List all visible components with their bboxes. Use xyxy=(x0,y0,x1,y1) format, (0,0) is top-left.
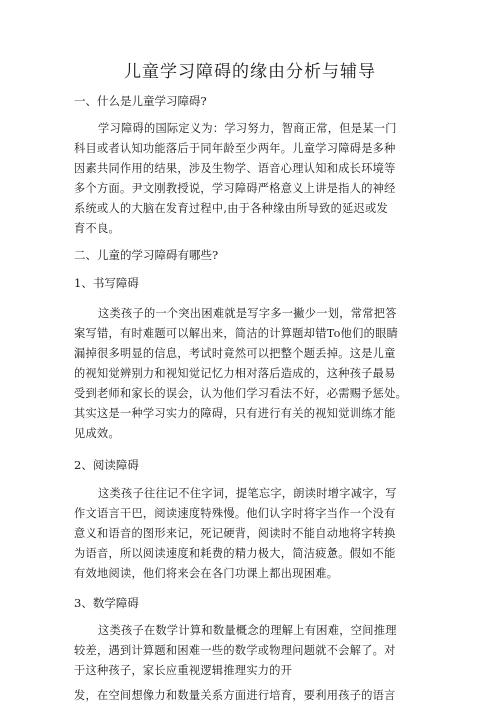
paragraph-line: 漏掉很多明显的信息，考试时竟然可以把整个题丢掉。这是儿童 xyxy=(74,347,396,360)
paragraph-line: 因素共同作用的结果，涉及生物学、语音心理认知和成长环境等 xyxy=(74,162,396,175)
paragraph-line: 的视知觉辨别力和视知觉记忆力相对落后造成的，这种孩子最易 xyxy=(74,367,396,380)
paragraph-line: 于这种孩子，家长应重视逻辑推理实力的开 xyxy=(74,664,293,677)
paragraph-line: 作文语言干巴，阅读速度特殊慢。他们认字时将字当作一个没有 xyxy=(74,507,396,520)
paragraph-line: 有效地阅读，他们将来会在各门功课上都出现困难。 xyxy=(74,567,339,580)
subsection-heading: 3、数学障碍 xyxy=(74,596,139,610)
section-heading: 二、儿童的学习障碍有哪些? xyxy=(74,248,219,262)
paragraph-line: 案写错，有时难题可以解出来，简洁的计算题却错To他们的眼睛 xyxy=(74,327,399,340)
paragraph-line: 意义和语音的图形来记，死记硬背，阅读时不能自动地将字转换 xyxy=(74,527,396,540)
paragraph-line: 为语音，所以阅读速度和耗费的精力极大，简洁疲惫。假如不能 xyxy=(74,547,396,560)
page-title: 儿童学习障碍的缘由分析与辅导 xyxy=(124,62,376,82)
paragraph-line: 这类孩子往往记不住字词，提笔忘字，朗读时增字减字，写 xyxy=(98,487,397,500)
paragraph-line: 多个方面。尹文刚教授说，学习障碍严格意义上讲是指人的神经 xyxy=(74,182,396,195)
paragraph-line: 学习障碍的国际定义为：学习努力，智商正常，但是某一门 xyxy=(98,122,397,135)
subsection-heading: 1、书写障碍 xyxy=(74,276,139,290)
paragraph-line: 这类孩子在数学计算和数量概念的理解上有困难，空间推理 xyxy=(98,624,397,637)
paragraph-line: 发，在空间想像力和数量关系方面进行培育，要利用孩子的语言 xyxy=(74,689,396,702)
paragraph-line: 见成效。 xyxy=(74,427,120,440)
paragraph-line: 科目或者认知功能落后于同年龄至少两年。儿童学习障碍是多种 xyxy=(74,142,396,155)
paragraph-line: 育不良。 xyxy=(74,222,120,235)
subsection-heading: 2、阅读障碍 xyxy=(74,458,139,472)
paragraph-line: 这类孩子的一个突出困难就是写字多一撇少一划，常常把答 xyxy=(98,307,397,320)
paragraph-line: 受到老师和家长的误会，认为他们学习看法不好，必需赐予惩处。 xyxy=(74,387,408,400)
paragraph-line: 较差，遇到计算题和困难一些的数学或物理问题就不会解了。对 xyxy=(74,644,396,657)
section-heading: 一、什么是儿童学习障碍? xyxy=(74,94,207,108)
paragraph-line: 系统或人的大脑在发育过程中,由于各种缘由所导致的延迟或发 xyxy=(74,202,389,215)
paragraph-line: 其实这是一种学习实力的障碍，只有进行有关的视知觉训练才能 xyxy=(74,407,396,420)
